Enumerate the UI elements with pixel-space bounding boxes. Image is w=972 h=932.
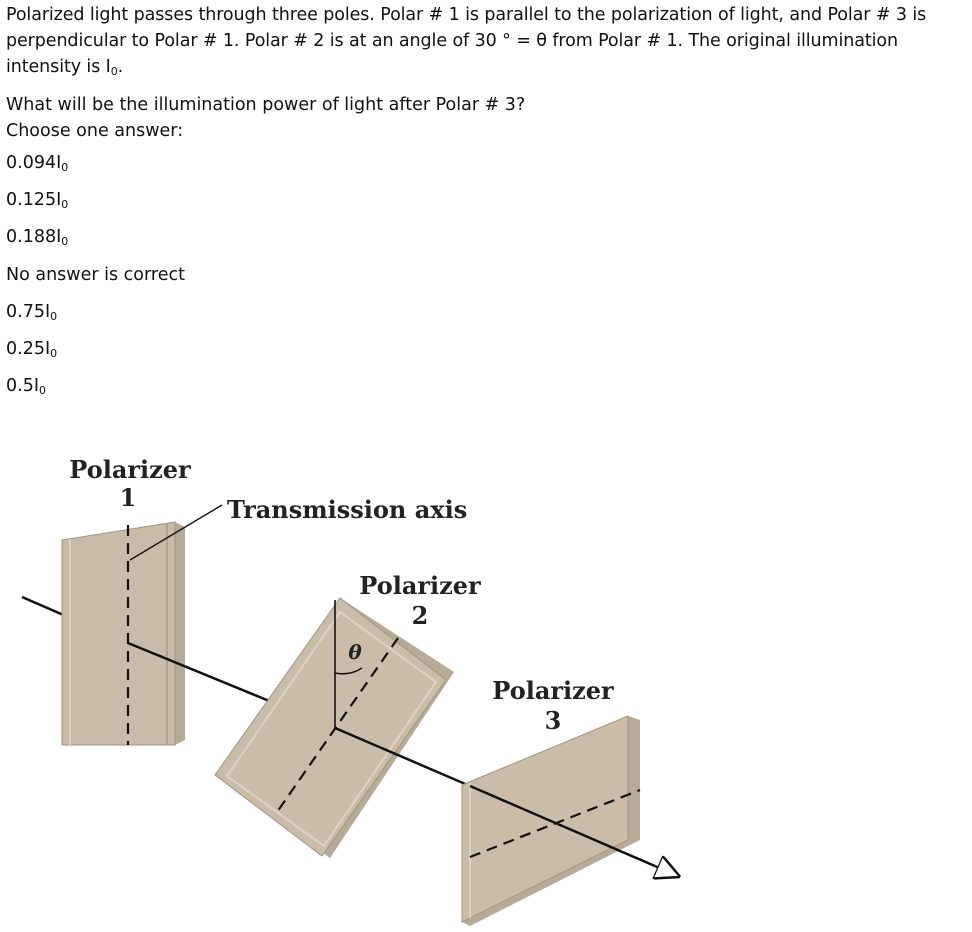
- transmission-axis-label: Transmission axis: [227, 495, 468, 524]
- option-subscript: 0: [61, 161, 69, 174]
- question-prompt: What will be the illumination power of light after Polar # 3?: [6, 95, 526, 115]
- polarizer-1-number: 1: [119, 483, 137, 512]
- question-body: Polarized light passes through three poles. Polar # 1 is parallel to the polarization of light, and Polar # 3 is perpendicular to Polar # 1. Polar # 2 is at an angle of 30 ° = θ from Polar # 1. The original illumination intensity is I: [6, 5, 927, 77]
- polarizer-diagram-svg: [0, 440, 972, 932]
- option-label: 0.125I: [6, 190, 62, 211]
- question-text: [6, 2, 968, 85]
- answer-option[interactable]: [6, 188, 185, 225]
- answer-option[interactable]: [6, 337, 185, 374]
- question-subscript: 0: [110, 65, 118, 78]
- polarizer-1-title: Polarizer: [69, 455, 191, 484]
- polarizer-1-plate: [62, 522, 185, 745]
- option-subscript: 0: [50, 346, 58, 360]
- polarizer-2-title: Polarizer: [359, 571, 481, 600]
- answer-option[interactable]: [6, 151, 185, 188]
- answer-option[interactable]: [6, 300, 185, 337]
- choose-instruction: Choose one answer:: [6, 121, 184, 141]
- theta-label: θ: [348, 640, 362, 664]
- polarizer-3-number: 3: [544, 706, 562, 735]
- option-label: 0.25I: [6, 338, 51, 359]
- option-subscript: 0: [61, 235, 69, 249]
- option-label: 0.75I: [6, 301, 51, 322]
- question-end: .: [117, 57, 124, 77]
- option-label: 0.094I: [6, 153, 62, 173]
- answer-options: [6, 151, 185, 411]
- option-label: No answer is correct: [6, 264, 185, 285]
- polarizer-3-title: Polarizer: [492, 676, 614, 705]
- option-label: 0.188I: [6, 227, 62, 248]
- option-label: 0.5I: [6, 376, 39, 397]
- option-subscript: 0: [61, 198, 69, 212]
- answer-option[interactable]: [6, 374, 185, 411]
- answer-option[interactable]: [6, 225, 185, 262]
- polarizer-diagram: [0, 440, 972, 932]
- answer-option[interactable]: [6, 263, 185, 300]
- polarizer-2-number: 2: [411, 601, 429, 630]
- option-subscript: 0: [39, 384, 46, 398]
- option-subscript: 0: [50, 309, 58, 323]
- question-prompt-block: [6, 92, 525, 144]
